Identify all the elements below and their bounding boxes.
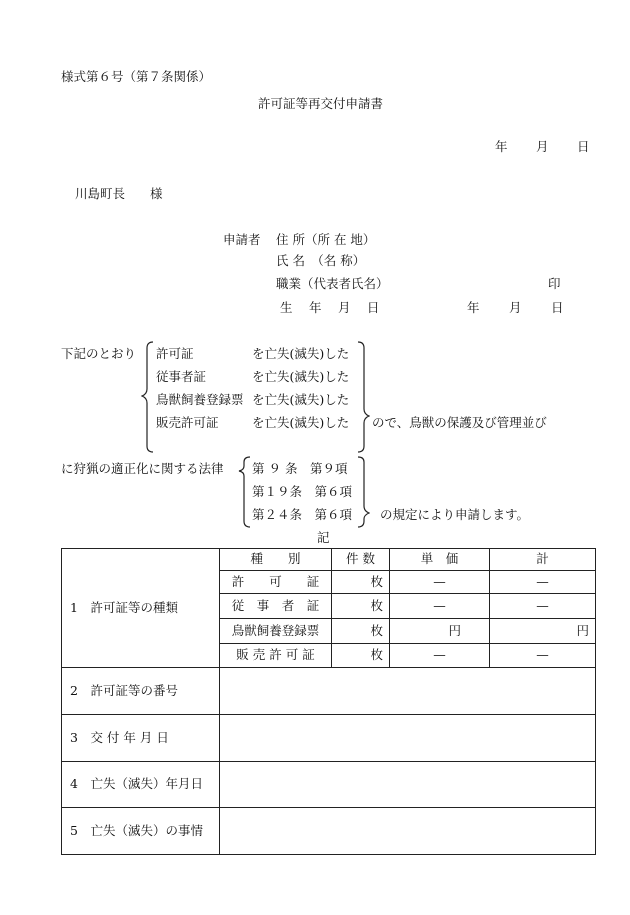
item-unit: 枚 xyxy=(332,571,390,594)
birth-month-label: 月 xyxy=(509,300,522,315)
permit-item-status: を亡失(滅失)した xyxy=(252,346,350,361)
article-left-brace xyxy=(238,456,252,528)
addressee: 川島町長 様 xyxy=(75,186,163,201)
row4-label: 4 亡失（滅失）年月日 xyxy=(62,762,220,808)
permit-item-name: 許可証 xyxy=(156,346,194,361)
birth-year-label: 年 xyxy=(467,300,480,315)
ki-heading: 記 xyxy=(317,530,330,545)
item-unit: 枚 xyxy=(332,594,390,619)
header-count: 件 数 xyxy=(332,549,390,571)
header-total: 計 xyxy=(490,549,596,571)
row1-label-cell xyxy=(62,549,220,668)
continuation-text: ので、鳥獣の保護及び管理並び xyxy=(372,415,547,430)
article-item: 第 ９ 条 第９項 xyxy=(252,461,348,476)
permit-table xyxy=(61,548,596,855)
item-total: — xyxy=(490,644,596,668)
right-brace xyxy=(356,341,370,453)
item-price: — xyxy=(390,571,490,594)
header-unit-price: 単 価 xyxy=(390,549,490,571)
item-total: 円 xyxy=(490,619,596,644)
birth-day-label: 日 xyxy=(551,300,564,315)
permit-item-status: を亡失(滅失)した xyxy=(252,415,350,430)
item-unit: 枚 xyxy=(332,644,390,668)
closing-text: の規定により申請します。 xyxy=(380,507,530,522)
item-price: — xyxy=(390,594,490,619)
form-number: 様式第６号（第７条関係） xyxy=(61,69,212,84)
permit-item-name: 鳥獣飼養登録票 xyxy=(156,392,244,407)
permit-item-status: を亡失(滅失)した xyxy=(252,369,350,384)
article-item: 第１９条 第６項 xyxy=(252,484,353,499)
item-unit: 枚 xyxy=(332,619,390,644)
applicant-role: 申請者 xyxy=(223,232,261,247)
article-right-brace xyxy=(356,456,370,528)
row4-input-cell[interactable] xyxy=(220,762,596,808)
item-price: 円 xyxy=(390,619,490,644)
item-kind: 販 売 許 可 証 xyxy=(220,644,332,668)
page-title: 許可証等再交付申請書 xyxy=(258,96,384,111)
item-kind: 従 事 者 証 xyxy=(220,594,332,619)
permit-item-status: を亡失(滅失)した xyxy=(252,392,350,407)
row2-input-cell[interactable] xyxy=(220,668,596,715)
row2-label: 2 許可証等の番号 xyxy=(62,668,220,715)
item-total: — xyxy=(490,594,596,619)
item-price: — xyxy=(390,644,490,668)
row5-label: 5 亡失（滅失）の事情 xyxy=(62,808,220,855)
applicant-occupation-label: 職業（代表者氏名） xyxy=(276,276,389,291)
permit-item-name: 販売許可証 xyxy=(156,415,219,430)
row3-input-cell[interactable] xyxy=(220,715,596,762)
applicant-address-label: 住 所（所 在 地） xyxy=(276,232,376,247)
date-month-label: 月 xyxy=(536,139,549,154)
header-kind: 種 別 xyxy=(220,549,332,571)
birth-date-label: 生 年 月 日 xyxy=(280,300,380,315)
left-brace xyxy=(141,341,155,453)
item-kind: 許 可 証 xyxy=(220,571,332,594)
seal-mark: 印 xyxy=(548,276,561,291)
law-text: に狩猟の適正化に関する法律 xyxy=(61,461,224,476)
item-total: — xyxy=(490,571,596,594)
applicant-name-label: 氏 名 （名 称） xyxy=(276,253,366,268)
row5-input-cell[interactable] xyxy=(220,808,596,855)
item-kind: 鳥獣飼養登録票 xyxy=(220,619,332,644)
date-year-label: 年 xyxy=(495,139,508,154)
article-item: 第２４条 第６項 xyxy=(252,507,353,522)
row3-label: 3 交 付 年 月 日 xyxy=(62,715,220,762)
permit-item-name: 従事者証 xyxy=(156,369,207,384)
intro-text: 下記のとおり xyxy=(61,346,137,361)
row1-label: 1 許可証等の種類 xyxy=(70,599,178,615)
date-day-label: 日 xyxy=(577,139,590,154)
